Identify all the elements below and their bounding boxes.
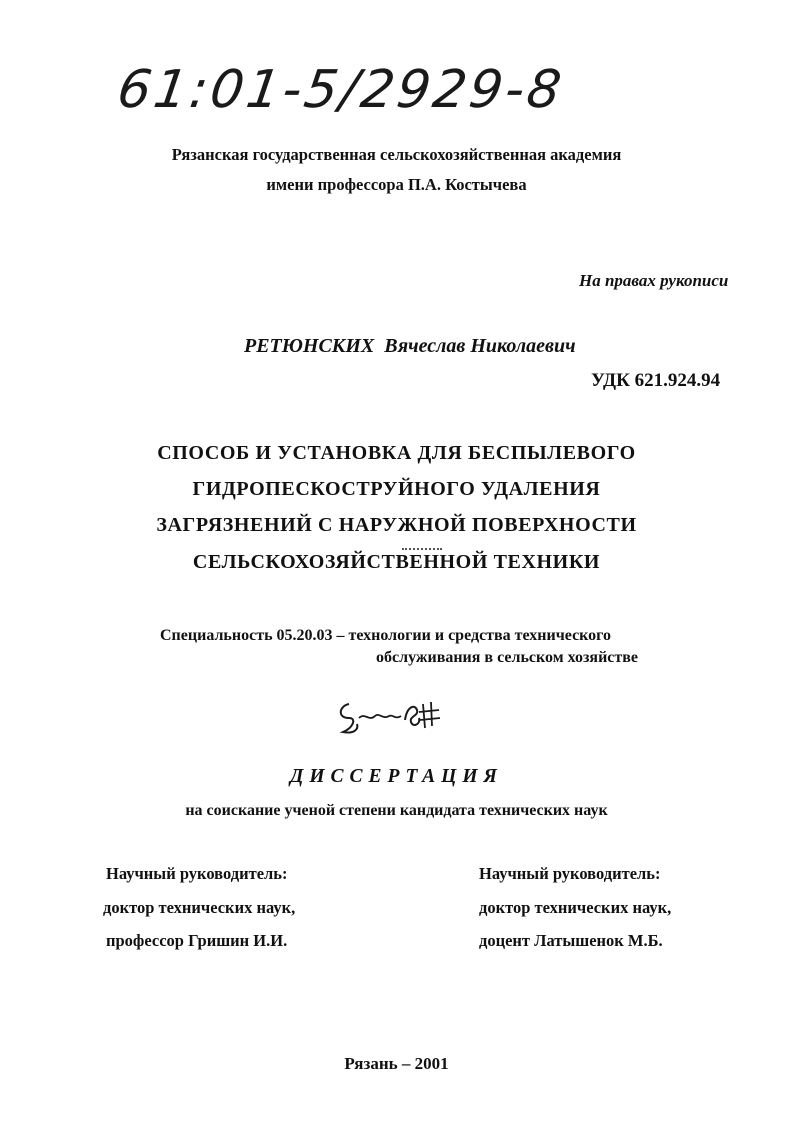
- document-type: ДИССЕРТАЦИЯ: [290, 766, 503, 787]
- specialty-line: Специальность 05.20.03 – технологии и средства технического: [160, 627, 612, 644]
- degree-line: на соискание ученой степени кандидата технических наук: [185, 802, 608, 819]
- ink-speck: [402, 548, 442, 553]
- rights-note: На правах рукописи: [579, 271, 729, 290]
- udc-code: УДК 621.924.94: [591, 370, 721, 391]
- supervisor-2-name: доцент Латышенок М.Б.: [479, 931, 663, 950]
- title-line: СЕЛЬСКОХОЗЯЙСТВЕННОЙ ТЕХНИКИ: [192, 551, 601, 573]
- city-year: Рязань – 2001: [344, 1054, 449, 1073]
- specialty-line: обслуживания в сельском хозяйстве: [376, 649, 638, 666]
- title-line: ГИДРОПЕСКОСТРУЙНОГО УДАЛЕНИЯ: [192, 478, 601, 500]
- signature-scribble: [335, 694, 445, 744]
- author-given-names: Вячеслав Николаевич: [384, 335, 576, 357]
- author-surname: РЕТЮНСКИХ: [244, 335, 375, 357]
- institution-honorific: имени профессора П.А. Костычева: [266, 175, 527, 194]
- title-line: ЗАГРЯЗНЕНИЙ С НАРУЖНОЙ ПОВЕРХНОСТИ: [156, 514, 637, 536]
- supervisor-2-degree: доктор технических наук,: [479, 898, 672, 917]
- supervisor-1-role: Научный руководитель:: [106, 864, 288, 883]
- title-line: СПОСОБ И УСТАНОВКА ДЛЯ БЕСПЫЛЕВОГО: [157, 442, 636, 464]
- author-name: [244, 335, 576, 358]
- institution-name: Рязанская государственная сельскохозяйственная академия: [171, 145, 622, 164]
- supervisor-1-degree: доктор технических наук,: [103, 898, 296, 917]
- archive-code: 61:01-5/2929-8: [113, 60, 568, 120]
- supervisor-2-role: Научный руководитель:: [479, 864, 661, 883]
- supervisor-1-name: профессор Гришин И.И.: [106, 931, 288, 950]
